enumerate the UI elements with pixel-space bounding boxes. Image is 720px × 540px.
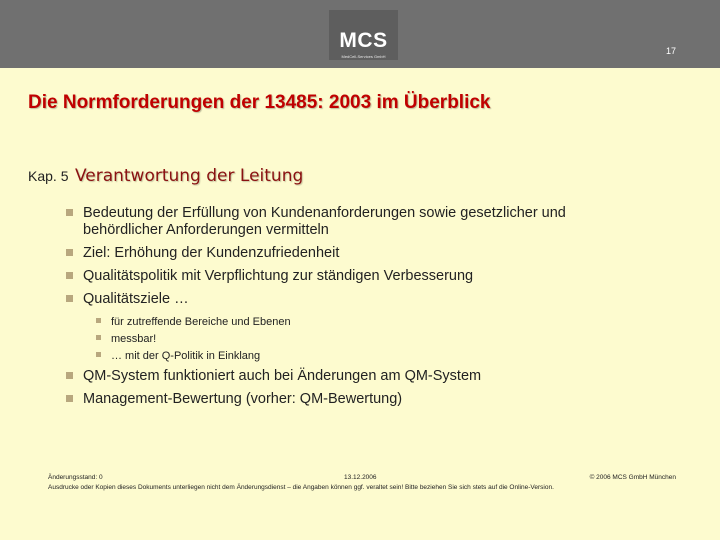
bullet-text: Qualitätspolitik mit Verpflichtung zur ständigen Verbesserung xyxy=(83,268,474,284)
bullet-item xyxy=(66,205,626,239)
bullet-square-icon xyxy=(96,318,101,323)
footer-row xyxy=(48,473,676,483)
bullet-square-icon xyxy=(96,335,101,340)
bullet-item xyxy=(66,291,626,308)
bullet-item xyxy=(66,368,626,385)
bullet-square-icon xyxy=(66,395,73,402)
bullet-square-icon xyxy=(66,249,73,256)
footer-date: 13.12.2006 xyxy=(344,474,377,481)
sub-bullet-text: … mit der Q-Politik in Einklang xyxy=(111,350,261,362)
mcs-logo xyxy=(329,10,398,60)
bullet-text: Ziel: Erhöhung der Kundenzufriedenheit xyxy=(83,245,340,261)
page-number: 17 xyxy=(665,46,676,56)
footer-note: Ausdrucke oder Kopien dieses Dokuments unterliegen nicht dem Änderungsdienst – die Angaben können ggf. veraltet sein! Bitte beziehen Sie sich stets auf die Online-Version. xyxy=(48,484,554,491)
bullet-item xyxy=(66,268,626,285)
bullet-list xyxy=(66,205,626,314)
sub-bullet-list xyxy=(96,315,496,366)
slide-title: Die Normforderungen der 13485: 2003 im Überblick xyxy=(28,92,491,113)
chapter-prefix: Kap. 5 xyxy=(28,168,69,184)
bullet-text: Management-Bewertung (vorher: QM-Bewertung) xyxy=(83,391,403,407)
slide-header xyxy=(0,0,720,68)
bullet-square-icon xyxy=(66,295,73,302)
bullet-item xyxy=(66,245,626,262)
logo-subtext: MedCell-Services GmbH xyxy=(341,54,386,59)
sub-bullet-item xyxy=(96,332,496,346)
sub-bullet-item xyxy=(96,315,496,329)
footer-copyright: © 2006 MCS GmbH München xyxy=(589,474,676,481)
sub-bullet-item xyxy=(96,349,496,363)
bullet-square-icon xyxy=(66,372,73,379)
bullet-item xyxy=(66,391,626,408)
bullet-text: Qualitätsziele … xyxy=(83,291,189,307)
bullet-square-icon xyxy=(66,209,73,216)
sub-bullet-text: messbar! xyxy=(111,333,157,345)
chapter-title: Verantwortung der Leitung xyxy=(74,166,304,186)
slide-footer xyxy=(48,473,676,493)
bullet-square-icon xyxy=(96,352,101,357)
chapter-heading xyxy=(28,166,303,186)
footer-revision: Änderungsstand: 0 xyxy=(48,474,103,481)
bullet-list-continued xyxy=(66,368,626,414)
bullet-square-icon xyxy=(66,272,73,279)
bullet-text: QM-System funktioniert auch bei Änderungen am QM-System xyxy=(83,368,482,384)
sub-bullet-text: für zutreffende Bereiche und Ebenen xyxy=(111,316,291,328)
bullet-text: Bedeutung der Erfüllung von Kundenanforderungen sowie gesetzlicher und behördlicher Anforderungen vermitteln xyxy=(83,205,566,238)
logo-text: MCS xyxy=(339,29,388,52)
